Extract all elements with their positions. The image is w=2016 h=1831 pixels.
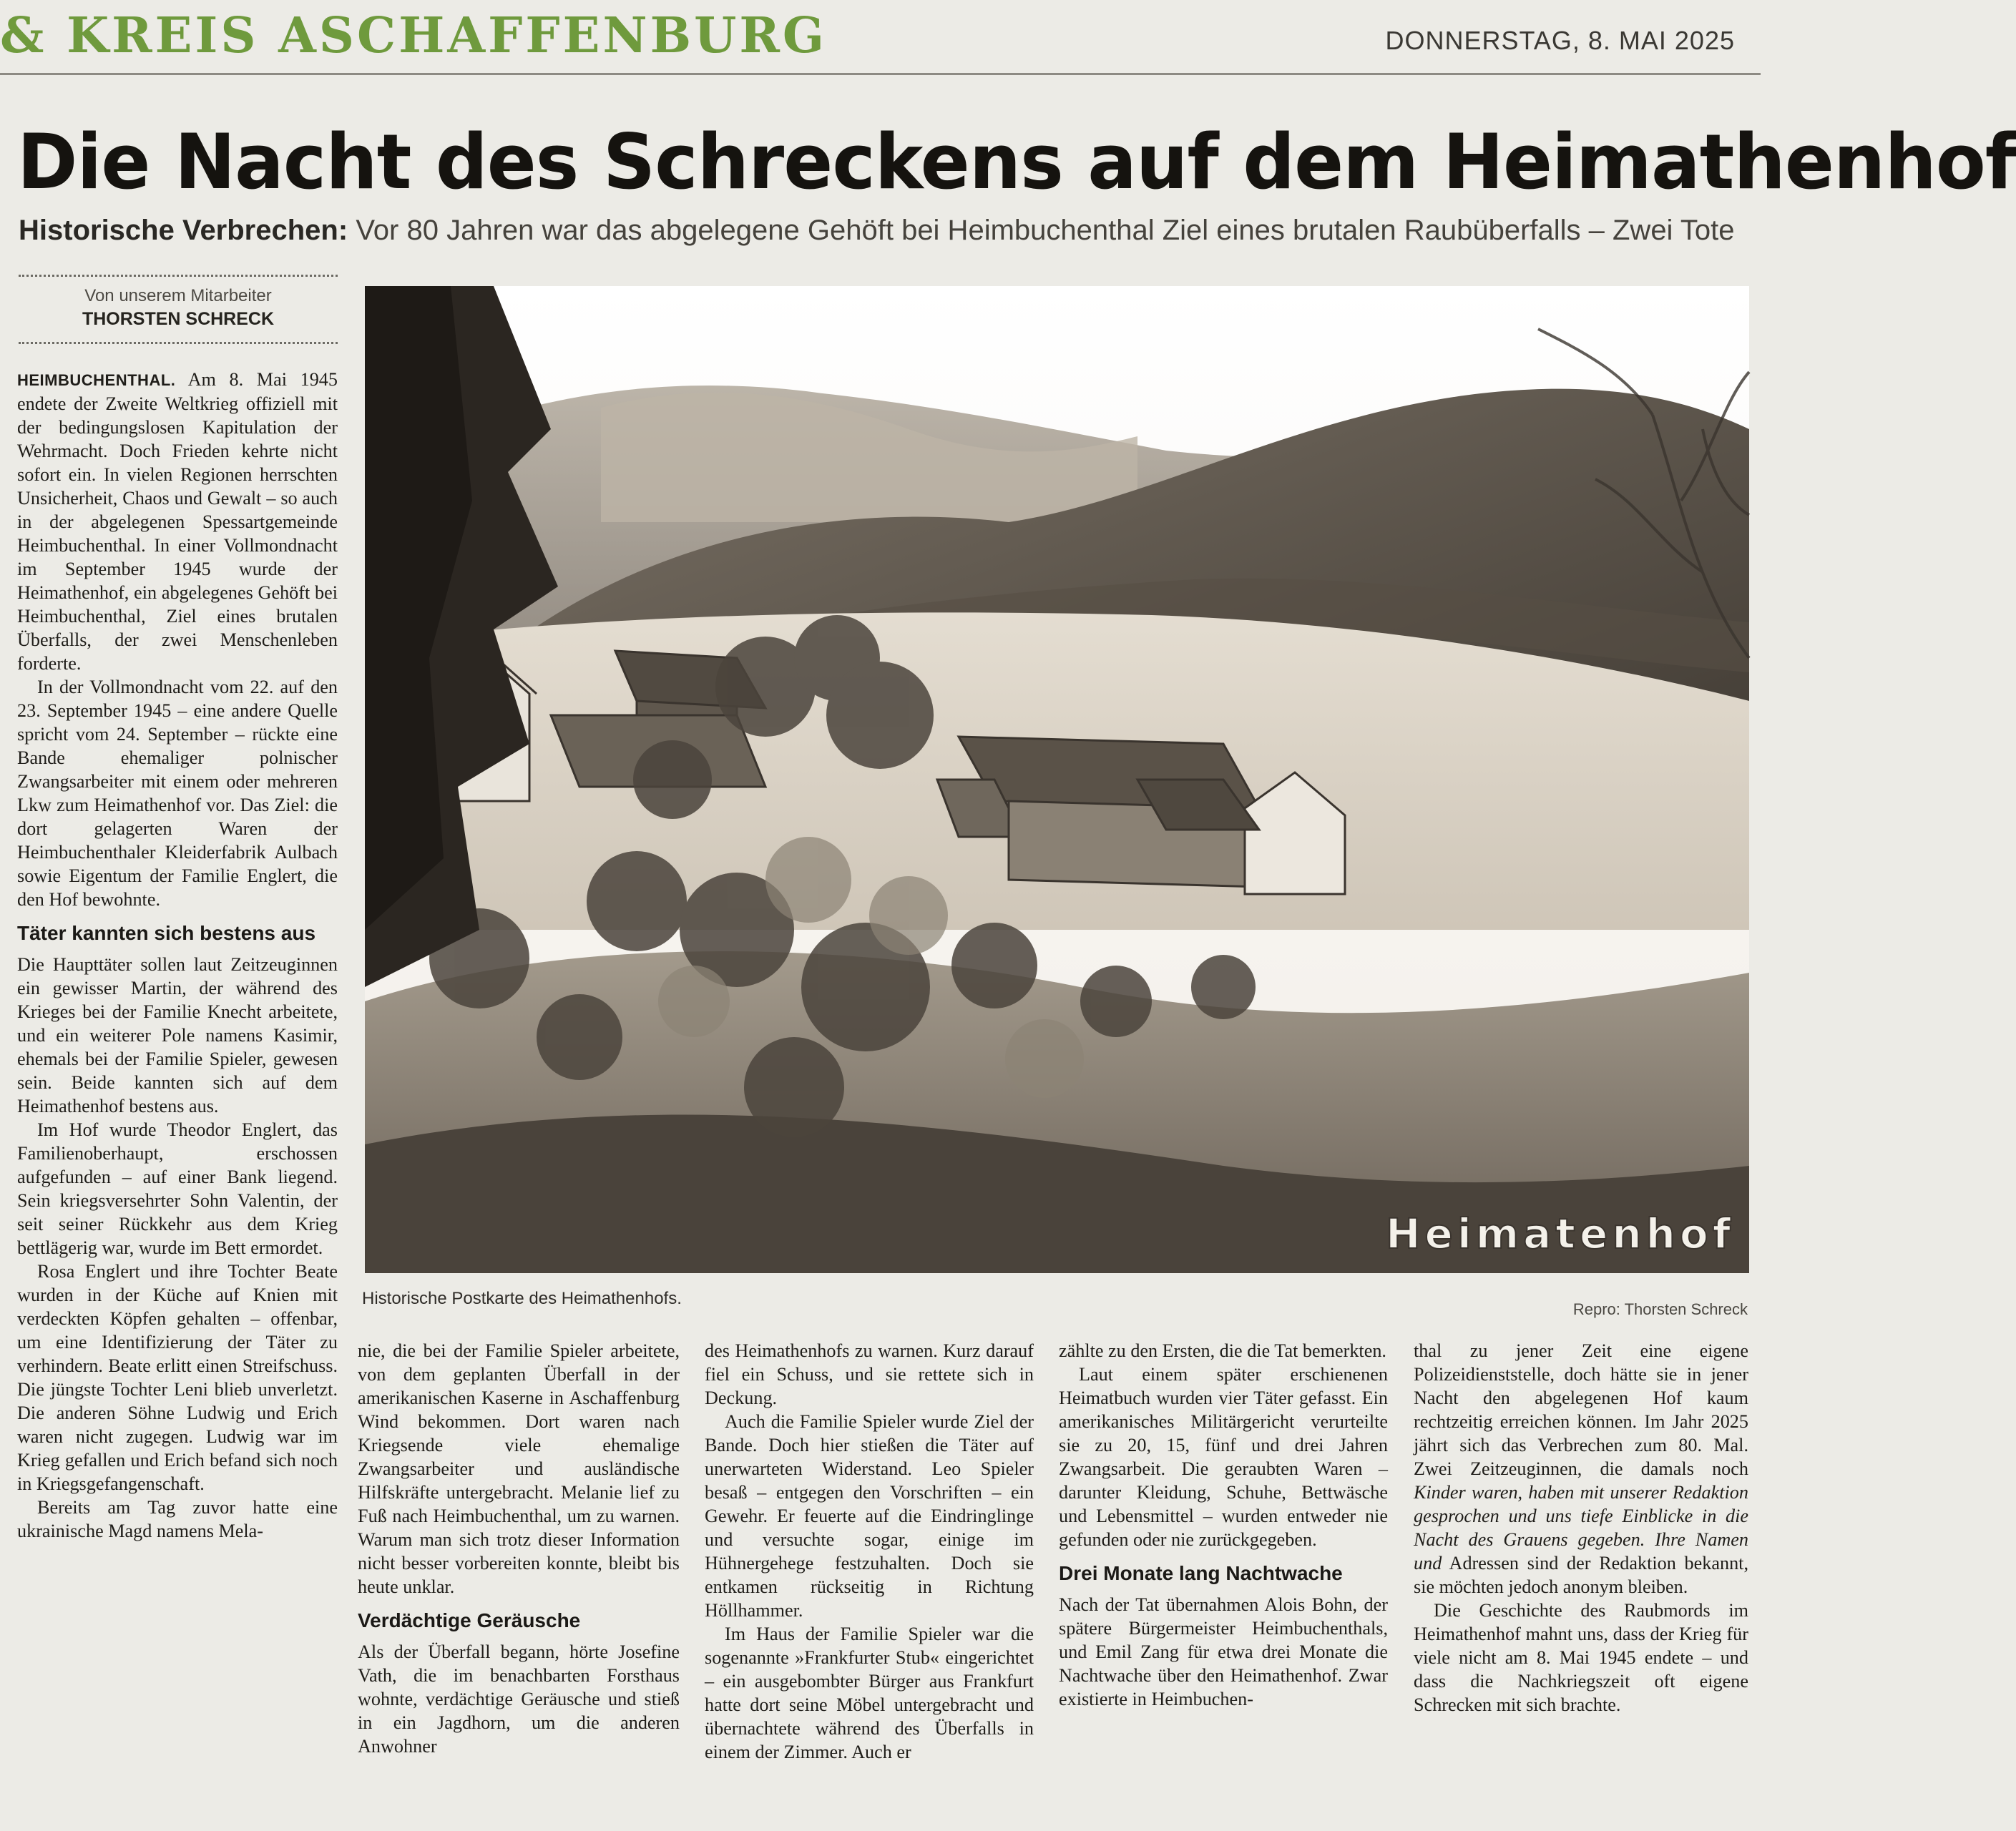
article-column-4 <box>1059 1339 1388 1711</box>
paragraph <box>17 368 338 675</box>
paragraph-text: thal zu jener Zeit eine eigene Polizeidienststelle, doch hätte sie in jener Nacht den abgelegenen Hof kaum rechtzeitig erreichen können. Im Jahr 2025 jährt sich das Verbrechen zum 80. Mal. Zwei Zeitzeuginnen, die damals noch <box>1414 1340 1748 1479</box>
subheadline-kicker: Historische Verbrechen: <box>19 215 348 246</box>
paragraph-text: Am 8. Mai 1945 endete der Zweite Weltkrieg offiziell mit der bedingungslosen Kapitulation der Wehrmacht. Doch Frieden kehrte nicht sofort ein. In vielen Regionen herrschten Unsicherheit, Chaos und Gewalt – so auch in der abgelegenen Spessartgemeinde Heimbuchenthal. In einer Vollmondnacht im September 1945 wurde der Heimathenhof, ein abgelegenes Gehöft bei Heimbuchenthal, Ziel eines brutalen Überfalls, der zwei Menschenleben forderte. <box>17 369 338 674</box>
photo-caption: Historische Postkarte des Heimathenhofs. <box>362 1289 682 1308</box>
paragraph: Die Haupttäter sollen laut Zeitzeuginnen ein gewisser Martin, der während des Krieges bei der Familie Knecht arbeitete, und ein weiterer Pole namens Kasimir, ehemals bei der Familie Spieler, gewesen sein. Beide kannten sich auf dem Heimathenhof bestens aus. <box>17 954 338 1116</box>
paragraph: Die Geschichte des Raubmords im Heimathenhof mahnt uns, dass der Krieg für viele nicht am 8. Mai 1945 endete – und dass die Nachkriegszeit oft eigene Schrecken mit sich brachte. <box>1414 1600 1748 1715</box>
paragraph <box>1414 1339 1748 1599</box>
subheading: Drei Monate lang Nachtwache <box>1059 1562 1343 1584</box>
historic-postcard-photo <box>365 286 1749 1273</box>
paragraph: zählte zu den Ersten, die die Tat bemerkten. <box>1059 1340 1386 1361</box>
paragraph: Im Hof wurde Theodor Englert, das Familienoberhaupt, erschossen aufgefunden – auf einer Bank liegend. Sein kriegsversehrter Sohn Valentin, der seit seiner Rückkehr aus dem Krieg bettlägerig war, wurde im Bett ermordet. <box>17 1119 338 1258</box>
postcard-overlay-text: Heimatenhof <box>1385 1209 1735 1258</box>
article-column-3 <box>705 1339 1034 1764</box>
paragraph: Im Haus der Familie Spieler war die sogenannte »Frankfurter Stub« eingerichtet – ein ausgebombter Bürger aus Frankfurt hatte dort seine Möbel untergebracht und übernachtete während des Überfalls in einem der Zimmer. Auch er <box>705 1624 1034 1762</box>
postcard-illustration <box>365 286 1749 1273</box>
paragraph: des Heimathenhofs zu warnen. Kurz darauf fiel ein Schuss, und sie rettete sich in Deckung. <box>705 1340 1034 1408</box>
article-column-2 <box>358 1339 680 1758</box>
paragraph: Auch die Familie Spieler wurde Ziel der Bande. Doch hier stießen die Täter auf unerwarteten Widerstand. Leo Spieler besaß – entgegen den Vorschriften – ein Gewehr. Er feuerte auf die Eindringlinge und versuchte sogar, einige im Hühnergehege festzuhalten. Doch sie entkamen rückseitig in Richtung Höllhammer. <box>705 1411 1034 1621</box>
byline-rule-top <box>19 275 338 277</box>
paragraph: Als der Überfall begann, hörte Josefine Vath, die im benachbarten Forsthaus wohnte, verdächtige Geräusche und stieß in ein Jagdhorn, um die anderen Anwohner <box>358 1641 680 1757</box>
article-column-5 <box>1414 1339 1748 1717</box>
paragraph: Bereits am Tag zuvor hatte eine ukrainische Magd namens Mela- <box>17 1497 338 1541</box>
byline-label: Von unserem Mitarbeiter <box>84 286 272 305</box>
byline-rule-bottom <box>19 342 338 344</box>
issue-date: DONNERSTAG, 8. MAI 2025 <box>1385 26 1735 55</box>
paragraph: nie, die bei der Familie Spieler arbeitete, von dem geplanten Überfall in der amerikanischen Kaserne in Aschaffenburg Wind bekommen. Dort waren nach Kriegsende viele ehemalige Zwangsarbeiter und ausländische Hilfskräfte untergebracht. Melanie lief zu Fuß nach Heimbuchenthal, um zu warnen. Warum man sich trotz dieser Information nicht besser vorbereiten konnte, bleibt bis heute unklar. <box>358 1340 680 1597</box>
photo-credit: Repro: Thorsten Schreck <box>1572 1300 1748 1318</box>
subheading: Täter kannten sich bestens aus <box>17 922 316 944</box>
paragraph-text: Adressen sind der Redaktion bekannt, sie möchten jedoch anonym bleiben. <box>1414 1553 1748 1597</box>
subheading: Verdächtige Geräusche <box>358 1609 581 1631</box>
paragraph: Rosa Englert und ihre Tochter Beate wurden in der Küche auf Knien mit verdeckten Köpfen gehalten – offenbar, um eine Identifizierung der Täter zu verhindern. Beate erlitt einen Streifschuss. Die jüngste Tochter Leni blieb unverletzt. Die anderen Söhne Ludwig und Erich waren nicht zugegen. Ludwig war im Krieg gefallen und Erich befand sich noch in Kriegsgefangenschaft. <box>17 1261 338 1494</box>
headline: Die Nacht des Schreckens auf dem Heimathenhof <box>17 118 2016 206</box>
paragraph: Nach der Tat übernahmen Alois Bohn, der spätere Bürgermeister Heimbuchenthals, und Emil Zang für etwa drei Monate die Nachtwache über den Heimathenhof. Zwar existierte in Heimbuchen- <box>1059 1594 1388 1709</box>
section-title: & KREIS ASCHAFFENBURG <box>0 7 827 64</box>
subheadline-text: Vor 80 Jahren war das abgelegene Gehöft bei Heimbuchenthal Ziel eines brutalen Raubüberfalls – Zwei Tote <box>356 215 1735 246</box>
paragraph: Laut einem später erschienenen Heimatbuch wurden vier Täter gefasst. Ein amerikanisches Militärgericht verurteilte sie zu 20, 15, fünf und drei Jahren Zwangsarbeit. Die geraubten Waren – darunter Kleidung, Schuhe, Bettwäsche und Lebensmittel – wurden entweder nie gefunden oder nie zurückgegeben. <box>1059 1364 1388 1550</box>
article-column-1 <box>17 368 338 1543</box>
paragraph: In der Vollmondnacht vom 22. auf den 23. September 1945 – eine andere Quelle spricht vom 24. September – rückte eine Bande ehemaliger polnischer Zwangsarbeiter mit einem oder mehreren Lkw zum Heimathenhof vor. Das Ziel: die dort gelagerten Waren der Heimbuchenthaler Kleiderfabrik Aulbach sowie Eigentum der Familie Englert, die den Hof bewohnte. <box>17 677 338 910</box>
dateline: HEIMBUCHENTHAL. <box>17 371 176 389</box>
byline-author: THORSTEN SCHRECK <box>82 309 275 329</box>
subheadline <box>19 215 1750 247</box>
masthead-rule <box>0 73 1761 75</box>
paragraph-text-italic: Kinder waren, haben mit unserer Redaktion gesprochen und uns tiefe Einblicke in die Nacht des Grauens gegeben. Ihre Namen und <box>1414 1482 1748 1574</box>
